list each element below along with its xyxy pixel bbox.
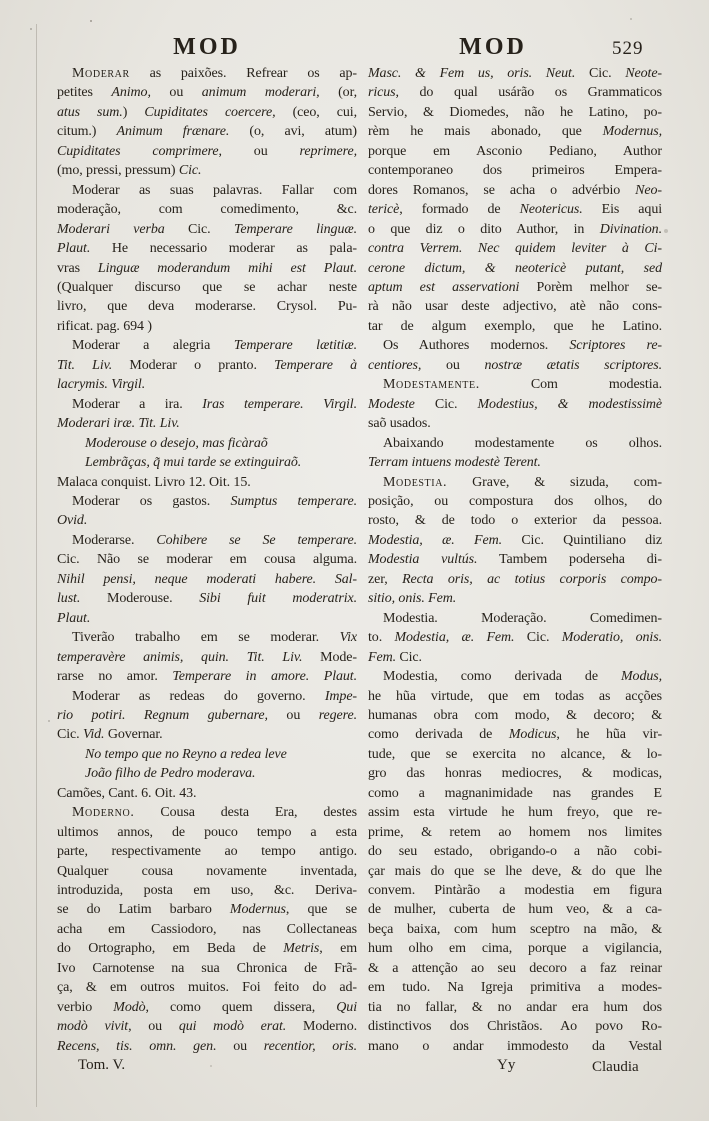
text-segment: gro das honras mediocres, & modicas, [368, 766, 662, 782]
text-line [57, 375, 357, 394]
text-segment: vras [57, 260, 98, 276]
text-line [57, 453, 357, 472]
text-segment: Cohibere se Se temperare. [156, 532, 357, 548]
text-line [57, 667, 357, 686]
text-line [57, 550, 357, 569]
tome-label: Tom. V. [78, 1057, 126, 1073]
text-segment: regere. [318, 707, 358, 723]
text-line [57, 317, 357, 336]
text-segment: Moderarse. [72, 532, 157, 548]
text-line [368, 511, 662, 530]
text-column-left [57, 64, 357, 1056]
text-segment: Modestia. [383, 474, 448, 490]
text-line [368, 998, 662, 1017]
text-segment: rà não usar deste adjectivo, atè não cons- [368, 299, 662, 315]
text-line [57, 1037, 357, 1056]
text-segment: ça, & em outros muitos. Foi feito do ad- [57, 980, 357, 996]
text-segment: Cupiditates coercere, [144, 104, 293, 120]
text-line [57, 570, 357, 589]
text-segment: ) [122, 104, 145, 120]
text-line [368, 239, 662, 258]
text-segment: , formado de [399, 202, 520, 218]
text-line [57, 142, 357, 161]
text-line [57, 978, 357, 997]
text-line [368, 122, 662, 141]
gathering-signature: Yy [497, 1057, 516, 1073]
text-line [368, 492, 662, 511]
text-line [368, 745, 662, 764]
text-segment: posição, ou compostura dos olhos, do [368, 493, 662, 509]
text-segment: Temperare lætitiæ. [233, 338, 357, 354]
text-segment: cerone dictum, & neotericè putant, sed [368, 260, 662, 276]
running-head-left: MOD [173, 34, 241, 60]
text-segment: como a magnanimidade nas grandes E [368, 785, 662, 801]
text-segment: Abaixando modestamente os olhos. [383, 435, 662, 451]
text-line [57, 220, 357, 239]
text-line [57, 900, 357, 919]
text-line [368, 83, 662, 102]
text-segment: Moderar a ira. [72, 396, 203, 412]
text-segment: temperavère animis, quin. Tit. Liv. [57, 649, 303, 665]
text-segment: Neo- [635, 182, 662, 198]
text-line [368, 862, 662, 881]
running-head-right: MOD [459, 34, 527, 60]
text-line [368, 959, 662, 978]
text-line [368, 920, 662, 939]
text-segment: qui modò erat. [178, 1019, 287, 1035]
text-line [368, 784, 662, 803]
text-segment: citum.) [57, 124, 117, 140]
text-line [57, 745, 357, 764]
text-segment: Cic. Quintiliano diz [521, 532, 662, 548]
text-line [368, 687, 662, 706]
text-line [57, 297, 357, 316]
text-segment: (mo, pressi, pressum) [57, 163, 179, 179]
text-segment: çar mais do que se lhe deve, & do que lhe [368, 863, 662, 879]
text-segment: Cic. [178, 163, 202, 179]
text-line [368, 939, 662, 958]
text-segment: atus sum. [57, 104, 123, 120]
text-segment: ou [169, 85, 202, 101]
text-segment: he hũa virtude, que em todas as acções [368, 688, 662, 704]
text-segment: nostræ ætatis scriptores. [484, 357, 663, 373]
text-segment: contemporaneo dos primeiros Empera- [368, 163, 662, 179]
text-line [368, 200, 662, 219]
text-line [57, 395, 357, 414]
text-line [368, 978, 662, 997]
text-segment: Nihil pensi, neque moderati habere. Sal- [57, 571, 357, 587]
paper-speckles [90, 20, 92, 22]
text-segment: Temperare linguæ. [233, 221, 357, 237]
text-line [368, 356, 662, 375]
text-line [57, 881, 357, 900]
text-segment: Sumptus temperare. [230, 493, 357, 509]
text-line [57, 823, 357, 842]
text-line [57, 473, 357, 492]
text-segment: Moderar o pranto. [112, 357, 275, 373]
text-segment: Servio, & Diomedes, não he Latino, po- [368, 104, 662, 120]
text-segment: porque em Asconio Pediano, Author [368, 143, 662, 159]
text-segment: Fem. [368, 649, 400, 665]
text-segment: assim esta virtude he hum freyo, que re- [368, 805, 662, 821]
text-segment: Cic. [526, 630, 562, 646]
text-segment: Moderar as redeas do governo. [72, 688, 325, 704]
text-segment: o que diz o dito Author, in [368, 221, 600, 237]
text-segment: rosto, & de todo o exterior da pessoa. [368, 513, 662, 529]
text-segment: petites [57, 85, 112, 101]
text-line [57, 648, 357, 667]
text-line [368, 161, 662, 180]
text-segment: (ceo, cui, [292, 104, 357, 120]
text-segment: Porèm melhor se- [536, 279, 662, 295]
text-line [57, 784, 357, 803]
text-segment: He necessario moderar as pala- [90, 241, 357, 257]
text-line [368, 570, 662, 589]
text-line [57, 1017, 357, 1036]
text-segment: aptum est asservationi [368, 279, 537, 295]
text-segment: livro, que deva moderarse. Crysol. Pu- [57, 299, 357, 315]
text-segment: Metris [283, 941, 320, 957]
text-segment: de mulher, cuberta de hum veo, & a ca- [368, 902, 662, 918]
text-segment: Malaca conquist. Livro 12. Oit. 15. [57, 474, 251, 490]
text-line [368, 803, 662, 822]
text-line [57, 511, 357, 530]
text-segment: Temperare à [274, 357, 357, 373]
text-segment: rarse no amor. [57, 669, 173, 685]
text-line [57, 725, 357, 744]
text-segment: Moderar os gastos. [72, 493, 231, 509]
text-segment: Vid. [82, 727, 105, 743]
text-line [368, 453, 662, 472]
text-segment: Camões, Cant. 6. Oit. 43. [57, 785, 197, 801]
text-segment: Moderatio, onis. [561, 630, 662, 646]
text-segment: Modestia, como derivada de [383, 669, 621, 685]
text-segment: Moderouse. [80, 591, 200, 607]
text-segment: rio potiri. Regnum gubernare, [57, 707, 287, 723]
text-line [368, 103, 662, 122]
text-segment: Impe- [324, 688, 357, 704]
text-line [57, 687, 357, 706]
text-segment: Cic. [57, 727, 83, 743]
text-segment: Moderar a alegria [72, 338, 234, 354]
text-line [368, 881, 662, 900]
text-segment: ou [286, 707, 319, 723]
text-line [368, 375, 662, 394]
text-segment: Modestius, & modestissimè [477, 396, 662, 412]
text-segment: Animo, [111, 85, 170, 101]
text-segment: Cupiditates comprimere [57, 143, 219, 159]
text-segment: Moderouse o desejo, mas ficàraõ [85, 435, 268, 451]
text-segment: convem. Pintàrão a modestia em figura [368, 883, 662, 899]
text-segment: centiores, [368, 357, 446, 373]
text-line [57, 862, 357, 881]
text-segment: , he hũa vir- [556, 727, 663, 743]
text-segment: moderação, com comedimento, &c. [57, 202, 357, 218]
text-segment: Modestia, æ. Fem. [368, 532, 522, 548]
text-line [368, 317, 662, 336]
text-line [57, 200, 357, 219]
text-line [368, 395, 662, 414]
text-segment: Os Authores modernos. [383, 338, 570, 354]
text-segment: Tit. Liv. [57, 357, 113, 373]
text-segment: Ivo Carnotense na sua Chronica de Frã- [57, 960, 357, 976]
text-segment: verbio [57, 999, 114, 1015]
text-segment: Linguæ moderandum mihi est Plaut. [97, 260, 357, 276]
text-line [57, 336, 357, 355]
text-segment: dores Romanos, se acha o advérbio [368, 182, 636, 198]
text-segment: Terram intuens modestè Terent. [368, 455, 541, 471]
text-segment: parte, respectivamente ao tempo antigo. [57, 844, 357, 860]
text-segment: rificat. pag. 694 ) [57, 318, 152, 334]
text-segment: distinctivos dos Christãos. Ao povo Ro- [368, 1019, 662, 1035]
text-segment: introduzida, posta em uso, &c. Deriva- [57, 883, 357, 899]
text-segment: Recta oris, ac totius corporis compo- [402, 571, 662, 587]
text-line [57, 83, 357, 102]
text-segment: tude, que se exercita no alcance, & lo- [368, 746, 662, 762]
text-segment: mano o andar immodesto da Vestal [368, 1038, 662, 1054]
text-segment: as paixões. Refrear os ap- [129, 66, 357, 81]
text-line [368, 900, 662, 919]
text-segment: prime, & retem ao homem nos limites [368, 824, 662, 840]
text-segment: Neote- [625, 66, 662, 81]
text-line [368, 414, 662, 433]
text-line [57, 64, 357, 83]
text-segment: (or, [338, 85, 357, 101]
text-line [368, 823, 662, 842]
text-segment: , em [319, 941, 357, 957]
text-segment: Vix [339, 630, 357, 646]
text-segment: Qualquer cousa novamente inventada, [57, 863, 357, 879]
text-segment: Iras temperare. Virgil. [202, 396, 357, 412]
text-segment: Modicus [508, 727, 557, 743]
text-segment: to. [368, 630, 395, 646]
text-segment: Mode- [302, 649, 357, 665]
text-segment: Masc. & Fem us, oris. Neut. [368, 66, 589, 81]
text-segment: saõ usados. [368, 416, 431, 432]
text-segment: animum moderari, [201, 85, 339, 101]
text-segment: Moderari verba [57, 221, 189, 237]
text-segment: Tambem poderseha di- [477, 552, 662, 568]
text-segment: modò vivit [57, 1019, 129, 1035]
text-line [57, 998, 357, 1017]
text-segment: Animum frænare. [116, 124, 230, 140]
text-segment: Modus, [620, 669, 662, 685]
text-segment: Lembrãças, q̃ mui tarde se extinguiraõ. [85, 455, 302, 471]
text-segment: , como quem dissera, [145, 999, 337, 1015]
text-line [368, 473, 662, 492]
text-segment: reprimere, [299, 143, 357, 159]
text-line [57, 181, 357, 200]
text-segment: contra Verrem. Nec quidem leviter à Ci- [368, 241, 662, 257]
text-line [368, 220, 662, 239]
text-segment: (Qualquer discurso que se achar neste [57, 279, 357, 295]
text-segment: Grave, & sizuda, com- [447, 474, 662, 490]
text-segment: Sibi fuit moderatrix. [199, 591, 357, 607]
text-segment: Cic. [188, 221, 234, 237]
text-line [368, 725, 662, 744]
text-line [368, 531, 662, 550]
text-segment: beça baixa, com hum sceptro na mão, & [368, 921, 662, 937]
text-line [57, 161, 357, 180]
text-segment: No tempo que no Reyno a redea leve [85, 746, 287, 762]
text-column-right [368, 64, 662, 1056]
text-segment: Moderari iræ. Tit. Liv. [57, 416, 180, 432]
text-segment: , ou [218, 143, 300, 159]
text-line [57, 239, 357, 258]
text-segment: Com modestia. [479, 377, 662, 393]
text-line [57, 259, 357, 278]
text-segment: , ou [128, 1019, 179, 1035]
text-segment: do Ortographo, em Beda de [57, 941, 284, 957]
text-segment: ricus [368, 85, 396, 101]
text-line [57, 939, 357, 958]
text-line [368, 336, 662, 355]
text-segment: Plaut. [57, 241, 91, 257]
catchword: Claudia [592, 1059, 639, 1075]
text-line [368, 648, 662, 667]
text-segment: Scriptores re- [569, 338, 662, 354]
text-line [368, 434, 662, 453]
text-segment: Cic. [589, 66, 626, 81]
text-line [368, 609, 662, 628]
text-segment: zer, [368, 571, 403, 587]
text-segment: Moderno. [72, 805, 135, 821]
text-segment: Eis aqui [582, 202, 663, 218]
text-segment: ultimos annos, de pouco tempo a esta [57, 824, 357, 840]
text-segment: , do qual usárão os Grammaticos [395, 85, 662, 101]
text-segment: Cic. [399, 649, 422, 665]
text-line [57, 764, 357, 783]
text-line [57, 959, 357, 978]
text-segment: tericè [368, 202, 400, 218]
text-line [57, 706, 357, 725]
page-number: 529 [612, 38, 644, 59]
text-line [368, 181, 662, 200]
text-segment: Cousa desta Era, destes [134, 805, 357, 821]
text-segment: acha em Cassiodoro, nas Collectaneas [57, 921, 357, 937]
text-line [368, 1037, 662, 1056]
text-segment: Modestia vultús. [368, 552, 478, 568]
text-line [368, 667, 662, 686]
text-segment: Plaut. [57, 610, 91, 626]
text-segment: Temperare in amore. Plaut. [172, 669, 357, 685]
text-segment: tar de algum exemplo, que he Latino. [368, 318, 662, 334]
text-segment: Modò [113, 999, 146, 1015]
text-line [368, 550, 662, 569]
text-segment: Modestamente. [383, 377, 480, 393]
text-segment: em tudo. Na Igreja primitiva a modes- [368, 980, 662, 996]
text-line [368, 297, 662, 316]
text-line [57, 492, 357, 511]
text-line [57, 531, 357, 550]
text-line [57, 609, 357, 628]
text-line [57, 103, 357, 122]
text-segment: tia no fallar, & no andar era hum dos [368, 999, 662, 1015]
text-line [57, 628, 357, 647]
text-segment: Neotericus. [519, 202, 583, 218]
text-line [368, 589, 662, 608]
text-segment: Modeste [368, 396, 435, 412]
text-segment: João filho de Pedro moderava. [85, 766, 256, 782]
text-segment: Moderar as suas palavras. Fallar com [72, 182, 357, 198]
text-segment: ou [445, 357, 485, 373]
text-line [57, 589, 357, 608]
text-segment: humanas obra com modo, & decoro; & [368, 707, 662, 723]
text-segment: lacrymis. Virgil. [57, 377, 146, 393]
text-line [57, 414, 357, 433]
text-segment: Cic. Não se moderar em cousa alguma. [57, 552, 357, 568]
text-line [57, 803, 357, 822]
text-line [368, 842, 662, 861]
text-line [368, 142, 662, 161]
text-segment: Modernus, [602, 124, 662, 140]
text-segment: Modestia, æ. Fem. [394, 630, 527, 646]
text-line [368, 278, 662, 297]
text-segment: hum olho em cima, porque a vigilancia, [368, 941, 662, 957]
text-segment: , que se [285, 902, 357, 918]
text-segment: Cic. [434, 396, 478, 412]
text-line [368, 1017, 662, 1036]
text-segment: lust. [57, 591, 81, 607]
text-line [368, 628, 662, 647]
text-line [368, 764, 662, 783]
text-line [57, 278, 357, 297]
text-line [57, 122, 357, 141]
text-line [368, 259, 662, 278]
text-segment: & a attenção ao seu decoro a faz reinar [368, 960, 662, 976]
text-line [57, 842, 357, 861]
left-margin-rule [36, 24, 37, 1107]
text-segment: Qui [336, 999, 357, 1015]
text-segment: ou [216, 1038, 264, 1054]
text-segment: Modernus [229, 902, 286, 918]
text-segment: sitio, onis. Fem. [368, 591, 457, 607]
text-line [368, 64, 662, 83]
text-segment: Tiverão trabalho em se moderar. [72, 630, 340, 646]
text-segment: Moderno. [286, 1019, 357, 1035]
text-line [57, 434, 357, 453]
text-segment: Moderar [72, 66, 130, 81]
text-segment: Governar. [104, 727, 163, 743]
text-segment: Ovid. [57, 513, 88, 529]
text-line [57, 920, 357, 939]
text-segment: do seu estado, obrigando-o a não cobi- [368, 844, 662, 860]
text-segment: se do Latim barbaro [57, 902, 230, 918]
text-segment: Modestia. Moderação. Comedimen- [383, 610, 662, 626]
text-segment: Recens, tis. omn. gen. [57, 1038, 217, 1054]
text-segment: recentior, oris. [263, 1038, 358, 1054]
text-line [368, 706, 662, 725]
text-segment: como derivada de [368, 727, 509, 743]
text-segment: Divination. [599, 221, 662, 237]
text-segment: rèm he mais abonado, que [368, 124, 603, 140]
text-line [57, 356, 357, 375]
text-segment: (o, avi, atum) [229, 124, 357, 140]
